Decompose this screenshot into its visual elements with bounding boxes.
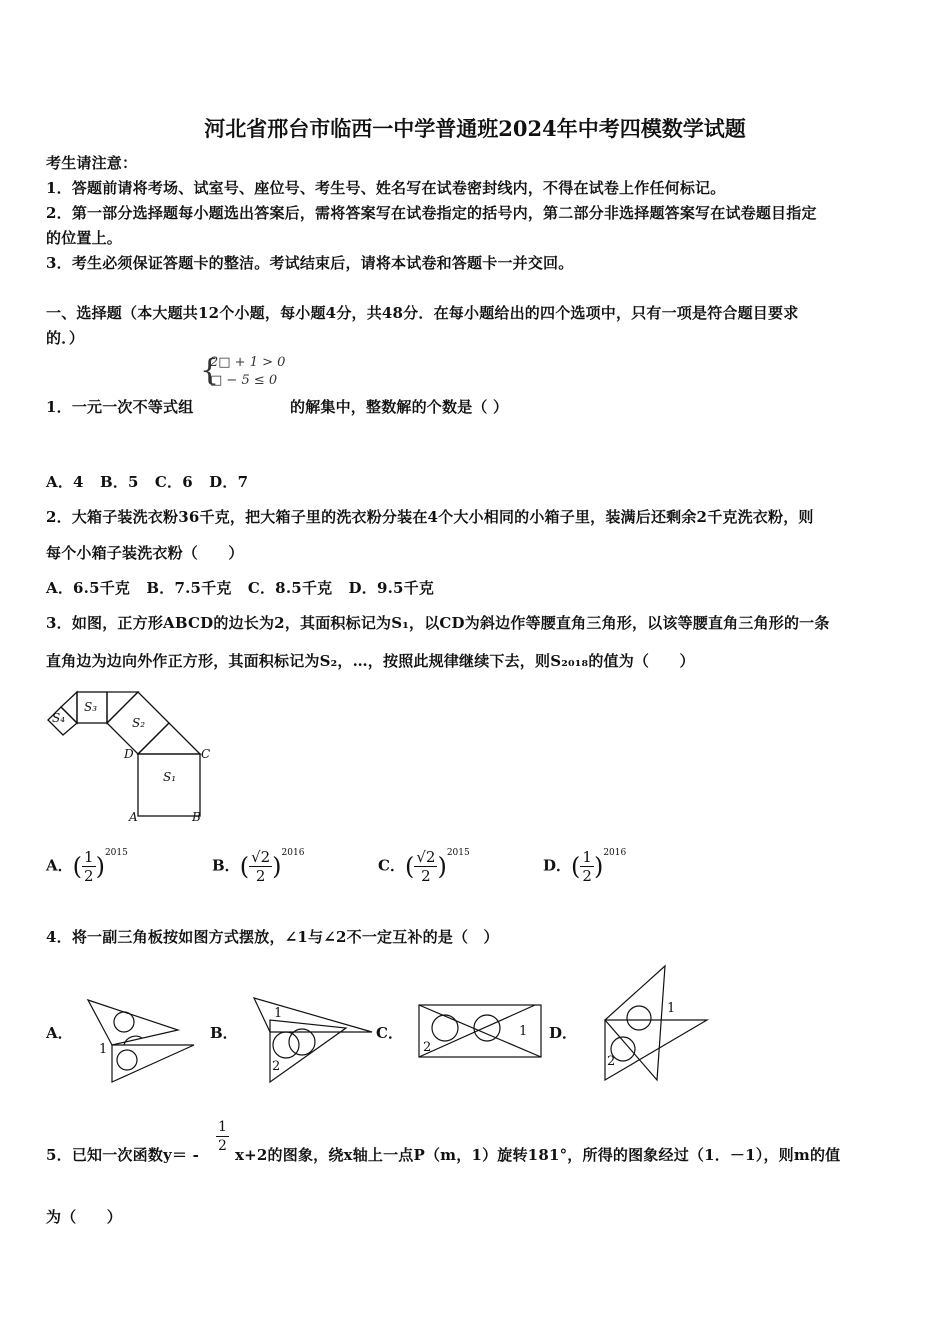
label-b: B: [192, 810, 201, 824]
section-heading: 一、选择题（本大题共12个小题，每小题4分，共48分．在每小题给出的四个选项中，只有一项是符合题目要求: [46, 304, 799, 322]
q3-option-c-fraction: $\frac{√2}{2}$: [416, 848, 436, 885]
label-s2: S₂: [132, 716, 146, 730]
notice-item-1: 1．答题前请将考场、试室号、座位号、考生号、姓名写在试卷密封线内，不得在试卷上作任何标记。: [46, 179, 726, 197]
q3-option-c-letter: C．: [378, 856, 405, 875]
q5-fraction: [216, 1118, 229, 1155]
q3-option-b-letter: B．: [212, 856, 240, 875]
q4b-angle-1: 1: [274, 1006, 283, 1021]
q1-inequality-system: [200, 354, 285, 390]
label-s4: S₄: [52, 711, 66, 725]
q3-option-d-fraction: $\frac{1}{2}$: [582, 848, 592, 885]
label-d: D: [124, 747, 134, 761]
q1-system-line1: 2□ + 1 > 0: [210, 355, 286, 370]
q4b-angle-2: 2: [272, 1059, 281, 1074]
label-s1: S₁: [163, 770, 177, 784]
q1-prefix: 1．一元一次不等式组: [46, 398, 194, 416]
q4-figure-b: [250, 990, 375, 1085]
q5-fraction-den: 2: [218, 1138, 227, 1154]
q3-option-b[interactable]: B．( $\frac{√2}{2}$ )$^{2016}$: [212, 848, 305, 885]
label-c: C: [201, 747, 211, 761]
label-a: A: [129, 810, 138, 824]
q3-option-a-exponent: 2015: [104, 848, 128, 858]
q3-option-b-fraction: $\frac{√2}{2}$: [251, 848, 271, 885]
q4-line: 4．将一副三角板按如图方式摆放，∠1与∠2不一定互补的是（ ）: [46, 928, 499, 946]
q1-options: A．4 B．5 C．6 D．7: [46, 473, 249, 491]
q3-option-b-exponent: 2016: [281, 848, 305, 858]
q4-option-b-letter[interactable]: B．: [210, 1024, 238, 1042]
q3-option-a-letter: A．: [46, 856, 73, 875]
q3-line2: 直角边为边向外作正方形，其面积标记为S₂，…，按照此规律继续下去，则S₂₀₁₈的值为（ ）: [46, 652, 695, 670]
square-s1: [138, 754, 200, 816]
q4a-angle-1: 1: [99, 1042, 108, 1057]
q5-suffix: x+2的图象，绕x轴上一点P（m，1）旋转181°，所得的图象经过（1．－1），则m的值: [235, 1146, 841, 1164]
q1-system-line2: □ − 5 ≤ 0: [210, 373, 278, 388]
q5-prefix: 5．已知一次函数y＝ -: [46, 1146, 200, 1164]
q3-option-a-fraction: $\frac{1}{2}$: [84, 848, 94, 885]
q3-option-c[interactable]: C．( $\frac{√2}{2}$ )$^{2015}$: [378, 848, 470, 885]
q5-fraction-num: 1: [218, 1119, 227, 1135]
q3-square-figure: [46, 680, 216, 825]
q4-figure-d: [595, 962, 715, 1084]
q4-figure-a: [84, 990, 199, 1085]
q4-figure-c: [415, 995, 545, 1065]
brace-icon: {: [200, 353, 220, 388]
section-heading-cont: 的．）: [46, 329, 85, 347]
page-title: 河北省邢台市临西一中学普通班2024年中考四模数学试题: [204, 116, 746, 141]
q2-line2: 每个小箱子装洗衣粉（ ）: [46, 544, 244, 562]
notice-item-2-cont: 的位置上。: [46, 229, 123, 247]
q4-option-a-letter[interactable]: A．: [46, 1024, 73, 1042]
notice-item-2: 2．第一部分选择题每小题选出答案后，需将答案写在试卷指定的括号内，第二部分非选择题答案写在试卷题目指定: [46, 204, 817, 222]
notice-heading: 考生请注意：: [46, 154, 138, 172]
q3-option-d[interactable]: D．( $\frac{1}{2}$ )$^{2016}$: [543, 848, 627, 885]
q3-option-d-letter: D．: [543, 856, 572, 875]
q4-option-c-letter[interactable]: C．: [376, 1024, 403, 1042]
q3-line1: 3．如图，正方形ABCD的边长为2，其面积标记为S₁，以CD为斜边作等腰直角三角形，以该等腰直角三角形的一条: [46, 614, 830, 632]
q3-option-d-exponent: 2016: [603, 848, 627, 858]
q4-option-d-letter[interactable]: D．: [549, 1024, 578, 1042]
q3-option-a[interactable]: A．( $\frac{1}{2}$ )$^{2015}$: [46, 848, 128, 885]
q2-options: A．6.5千克 B．7.5千克 C．8.5千克 D．9.5千克: [46, 579, 435, 597]
q4d-angle-2: 2: [607, 1054, 616, 1069]
q1-suffix: 的解集中，整数解的个数是（ ）: [290, 398, 509, 416]
q4d-angle-1: 1: [667, 1001, 676, 1016]
q2-line1: 2．大箱子装洗衣粉36千克，把大箱子里的洗衣粉分装在4个大小相同的小箱子里，装满后还剩余2千克洗衣粉，则: [46, 508, 814, 526]
q5-line2: 为（ ）: [46, 1208, 123, 1226]
label-s3: S₃: [84, 700, 98, 714]
triangle-1: [138, 723, 200, 754]
q4c-angle-1: 1: [519, 1024, 528, 1039]
q4c-angle-2: 2: [423, 1040, 432, 1055]
q3-option-c-exponent: 2015: [446, 848, 470, 858]
notice-item-3: 3．考生必须保证答题卡的整洁。考试结束后，请将本试卷和答题卡一并交回。: [46, 254, 574, 272]
